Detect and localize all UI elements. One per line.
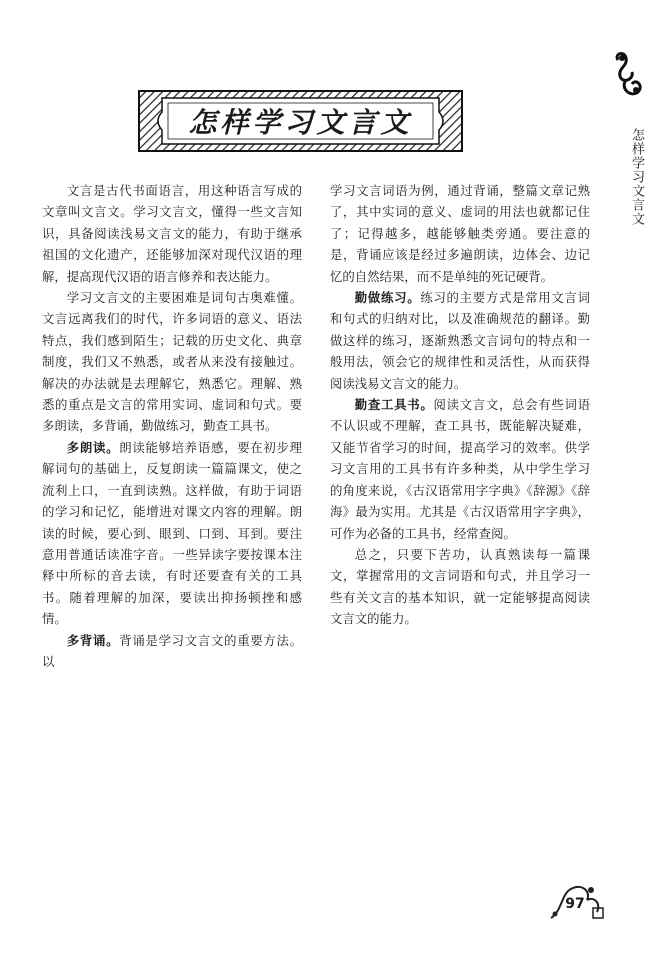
paragraph: 多朗读。朗读能够培养语感，要在初步理解词句的基础上，反复朗读一篇篇课文，使之流利上口，一直到读熟。这样做，有助于词语的学习和记忆，能增进对课文内容的理解。朗读的时候，要心到、眼到、口到、耳到。要注意用普通话读准字音。一些异读字要按课本注释中所标的音去读，有时还要查有关的工具书。随着理解的加深，要读出抑扬顿挫和感情。 xyxy=(42,439,303,627)
paragraph: 学习文言文的主要困难是词句古奥难懂。文言远离我们的时代，许多词语的意义、语法特点，我们感到陌生；记载的历史文化、典章制度，我们又不熟悉，或者从来没有接触过。解决的办法就是去理解它，熟悉它。理解、熟悉的重点是文言的常用实词、虚词和句式。要多朗读，多背诵，勤做练习，勤查工具书。 xyxy=(42,290,302,434)
paragraph: 多背诵。背诵是学习文言文的重要方法。以 xyxy=(42,632,303,669)
paragraph: 文言是古代书面语言，用这种语言写成的文章叫文言文。学习文言文，懂得一些文言知识，具备阅读浅易文言文的能力，有助于继承祖国的文化遗产，还能够加深对现代汉语的理解，提高现代汉语的语言修养和表达能力。 xyxy=(42,183,302,284)
paragraph-heading: 勤查工具书。 xyxy=(354,397,434,413)
page-number-block xyxy=(543,882,607,922)
page-number: 97 xyxy=(565,896,585,912)
running-header: 怎样学习文言文 xyxy=(629,128,644,226)
page-title: 怎样学习文言文 xyxy=(188,106,413,139)
paragraph: 勤做练习。练习的主要方式是常用文言词和句式的归纳对比，以及准确规范的翻译。勤做这样的练习，逐渐熟悉文言词句的特点和一般用法，领会它的规律性和灵活性，从而获得阅读浅易文言文的能力。 xyxy=(330,290,591,391)
paragraph-heading: 多背诵。 xyxy=(66,632,120,648)
title-banner xyxy=(138,90,463,152)
paragraph: 学习文言词语为例，通过背诵，整篇文章记熟了，其中实词的意义、虚词的用法也就都记住了；记得越多，越能够触类旁通。要注意的是，背诵应该是经过多遍朗读，边体会、边记忆的自然结果，而不是单纯的死记硬背。 xyxy=(330,183,590,284)
paragraph-heading: 多朗读。 xyxy=(66,439,120,455)
paragraph: 总之，只要下苦功，认真熟读每一篇课文，掌握常用的文言词语和句式，并且学习一些有关文言的基本知识，就一定能够提高阅读文言文的能力。 xyxy=(330,546,590,627)
paragraph: 勤查工具书。阅读文言文，总会有些词语不认识或不理解，查工具书，既能解决疑难，又能节省学习的时间，提高学习的效率。供学习文言用的工具书有许多种类，从中学生学习的角度来说，《古汉语常用字字典》《辞源》《辞海》最为实用。尤其是《古汉语常用字字典》，可作为必备的工具书，经常查阅。 xyxy=(330,397,591,541)
left-column xyxy=(42,180,302,672)
right-column xyxy=(330,180,590,630)
paragraph-heading: 勤做练习。 xyxy=(354,290,421,306)
corner-ornament-icon xyxy=(612,50,646,102)
